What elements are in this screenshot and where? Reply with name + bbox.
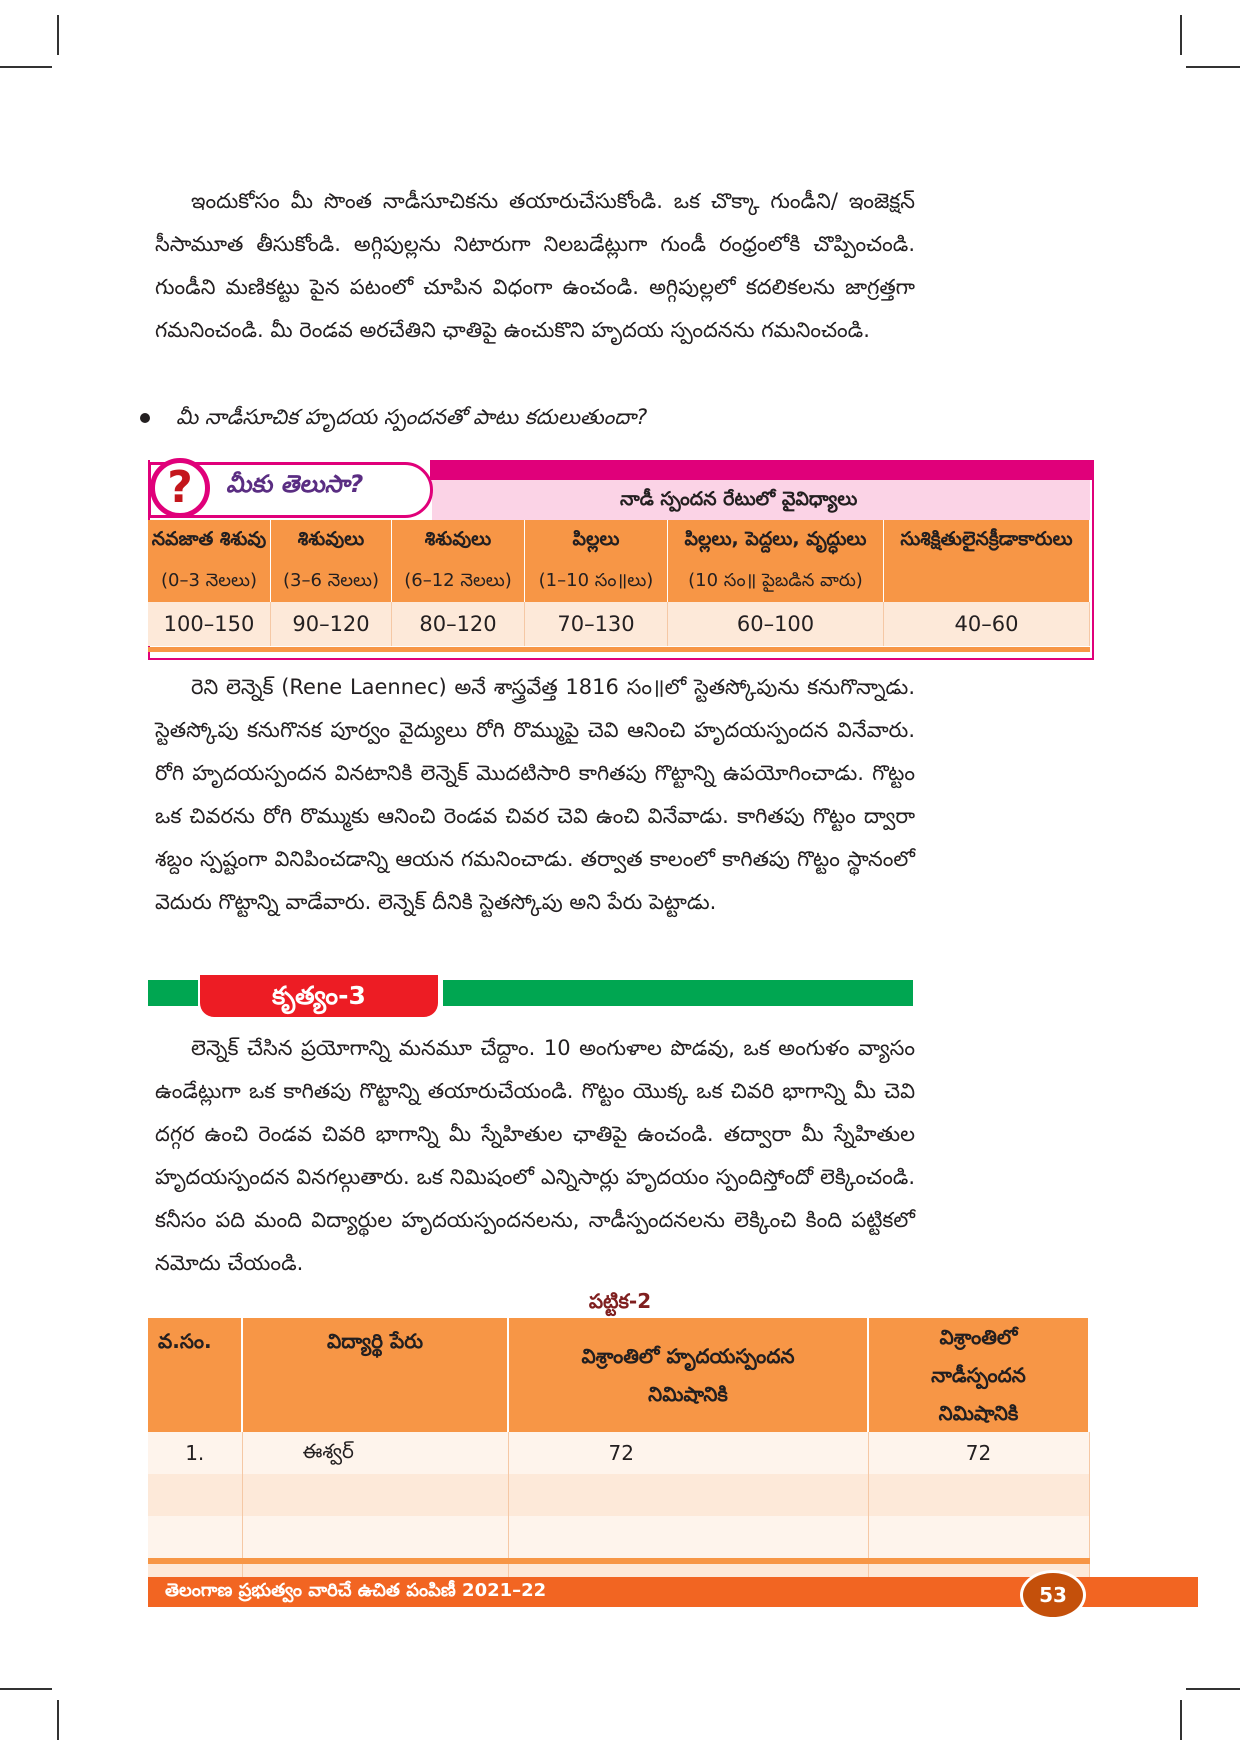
- table2-cell: [508, 1516, 868, 1558]
- activity-text: లెన్నెక్ చేసిన ప్రయోగాన్ని మనమూ చేద్దాం. 10 అంగుళాల పొడవు, ఒక అంగుళం వ్యాసం ఉండేట్లుగా ఒక కాగితపు గొట్టాన్ని తయారుచేయండి. గొట్టం యొక్క ఒక చివరి భాగాన్ని మీ చెవి దగ్గర ఉంచి రెండవ చివరి భాగాన్ని మీ స్నేహితుల ఛాతిపై ఉంచండి. తద్వారా మీ స్నేహితుల హృదయస్పందన వినగల్గుతారు. ఒక నిమిషంలో ఎన్నిసార్లు హృదయం స్పందిస్తోందో లెక్కించండి. కనీసం పది మంది విద్యార్థుల హృదయస్పందనలను, నాడీస్పందనలను లెక్కించి కింది పట్టికలో నమోదు చేయండి.: [155, 1036, 915, 1275]
- laennec-text: రెని లెన్నెక్ (Rene Laennec) అనే శాస్త్రవేత్త 1816 సం॥లో స్టెతస్కోపును కనుగొన్నాడు. స్టెతస్కోపు కనుగొనక పూర్వం వైద్యులు రోగి రొమ్ముపై చెవి ఆనించి హృదయస్పందన వినేవారు. రోగి హృదయస్పందన వినటానికి లెన్నెక్ మొదటిసారి కాగితపు గొట్టాన్ని ఉపయోగించాడు. గొట్టం ఒక చివరను రోగి రొమ్ముకు ఆనించి రెండవ చివర చెవి ఉంచి వినేవాడు. కాగితపు గొట్టం ద్వారా శబ్దం స్పష్టంగా వినిపించడాన్ని ఆయన గమనించాడు. తర్వాత కాలంలో కాగితపు గొట్టం స్థానంలో వెదురు గొట్టాన్ని వాడేవారు. లెన్నెక్ దీనికి స్టెతస్కోపు అని పేరు పెట్టాడు.: [155, 675, 915, 914]
- pulse-value: 70–130: [525, 602, 668, 646]
- table-row: [148, 1432, 1089, 1474]
- crop-mark: [0, 1688, 52, 1690]
- table2-cell: [868, 1516, 1089, 1558]
- intro-text: ఇందుకోసం మీ సొంత నాడీసూచికను తయారుచేసుకోండి. ఒక చొక్కా గుండీని/ ఇంజెక్షన్ సీసామూత తీసుకోండి. అగ్గిపుల్లను నిటారుగా నిలబడేట్లుగా గుండీ రంధ్రంలోకి చొప్పించండి. గుండీని మణికట్టు పైన పటంలో చూపిన విధంగా ఉంచండి. అగ్గిపుల్లలో కదలికలను జాగ్రత్తగా గమనించండి. మీ రెండవ అరచేతిని ఛాతిపై ఉంచుకొని హృదయ స్పందనను గమనించండి.: [155, 189, 915, 342]
- table2-cell: 1.: [148, 1432, 242, 1474]
- table2-cell: [148, 1516, 242, 1558]
- intro-paragraph: [155, 180, 915, 352]
- table2-header: వ.సం.: [148, 1318, 242, 1432]
- table2-header: విశ్రాంతిలో నాడీస్పందన నిమిషానికి: [868, 1318, 1089, 1432]
- pulse-header: నవజాత శిశువు: [148, 520, 271, 562]
- table2-cell: [868, 1474, 1089, 1516]
- table2-caption: పట్టిక-2: [588, 1289, 652, 1313]
- activity-label: కృత్యం-3: [200, 975, 438, 1017]
- footer-text: తెలంగాణ ప్రభుత్వం వారిచే ఉచిత పంపిణీ 2021–22: [165, 1580, 547, 1601]
- table-row: [148, 1474, 1089, 1516]
- laennec-paragraph: [155, 666, 915, 924]
- pulse-value: 100–150: [148, 602, 271, 646]
- crop-mark: [1180, 15, 1182, 55]
- activity-bar-right: [443, 980, 913, 1006]
- table2-cell: [508, 1474, 868, 1516]
- pulse-subheader: (1–10 సం॥లు): [525, 562, 668, 602]
- pulse-value: 80–120: [392, 602, 525, 646]
- table2-header: విద్యార్థి పేరు: [242, 1318, 508, 1432]
- pulse-subheader: (6–12 నెలలు): [392, 562, 525, 602]
- table2-header: విశ్రాంతిలో హృదయస్పందన నిమిషానికి: [508, 1318, 868, 1432]
- table2-cell: 72: [508, 1432, 868, 1474]
- pulse-header: పిల్లలు, పెద్దలు, వృద్ధులు: [668, 520, 884, 562]
- pulse-table-bottom-rule: [148, 647, 1090, 652]
- crop-mark: [0, 66, 52, 68]
- bullet-text: మీ నాడీసూచిక హృదయ స్పందనతో పాటు కదులుతుందా?: [176, 405, 648, 429]
- pulse-rate-table: [148, 520, 1090, 646]
- crop-mark: [1186, 66, 1240, 68]
- pulse-header: శిశువులు: [392, 520, 525, 562]
- crop-mark: [1180, 1700, 1182, 1740]
- activity-paragraph: [155, 1027, 915, 1285]
- did-you-know-top-bar: [430, 460, 1092, 480]
- table-row: [148, 1516, 1089, 1558]
- pulse-header: పిల్లలు: [525, 520, 668, 562]
- crop-mark: [1186, 1688, 1240, 1690]
- table2-bottom-rule: [148, 1558, 1090, 1564]
- crop-mark: [57, 15, 59, 55]
- table2-cell: [148, 1474, 242, 1516]
- pulse-subheader: [884, 562, 1090, 602]
- page-number: 53: [1020, 1570, 1086, 1620]
- crop-mark: [57, 1700, 59, 1740]
- activity-bar-left: [148, 980, 198, 1006]
- did-you-know-label: మీకు తెలుసా?: [226, 470, 364, 498]
- table2-cell: [242, 1474, 508, 1516]
- pulse-header: శిశువులు: [271, 520, 392, 562]
- bullet-dot: [140, 413, 150, 423]
- table2-cell: ఈశ్వర్: [242, 1432, 508, 1474]
- pulse-value: 90–120: [271, 602, 392, 646]
- pulse-subheader: (10 సం॥ పైబడిన వారు): [668, 562, 884, 602]
- table2-cell: [242, 1516, 508, 1558]
- pulse-subheader: (3–6 నెలలు): [271, 562, 392, 602]
- pulse-header: సుశిక్షితులైనక్రీడాకారులు: [884, 520, 1090, 562]
- table2-cell: 72: [868, 1432, 1089, 1474]
- pulse-value: 40–60: [884, 602, 1090, 646]
- pulse-table-caption: నాడీ స్పందన రేటులో వైవిధ్యాలు: [620, 488, 858, 510]
- pulse-value: 60–100: [668, 602, 884, 646]
- pulse-subheader: (0–3 నెలలు): [148, 562, 271, 602]
- question-mark-icon: ?: [150, 458, 210, 518]
- bullet-question: [140, 405, 647, 435]
